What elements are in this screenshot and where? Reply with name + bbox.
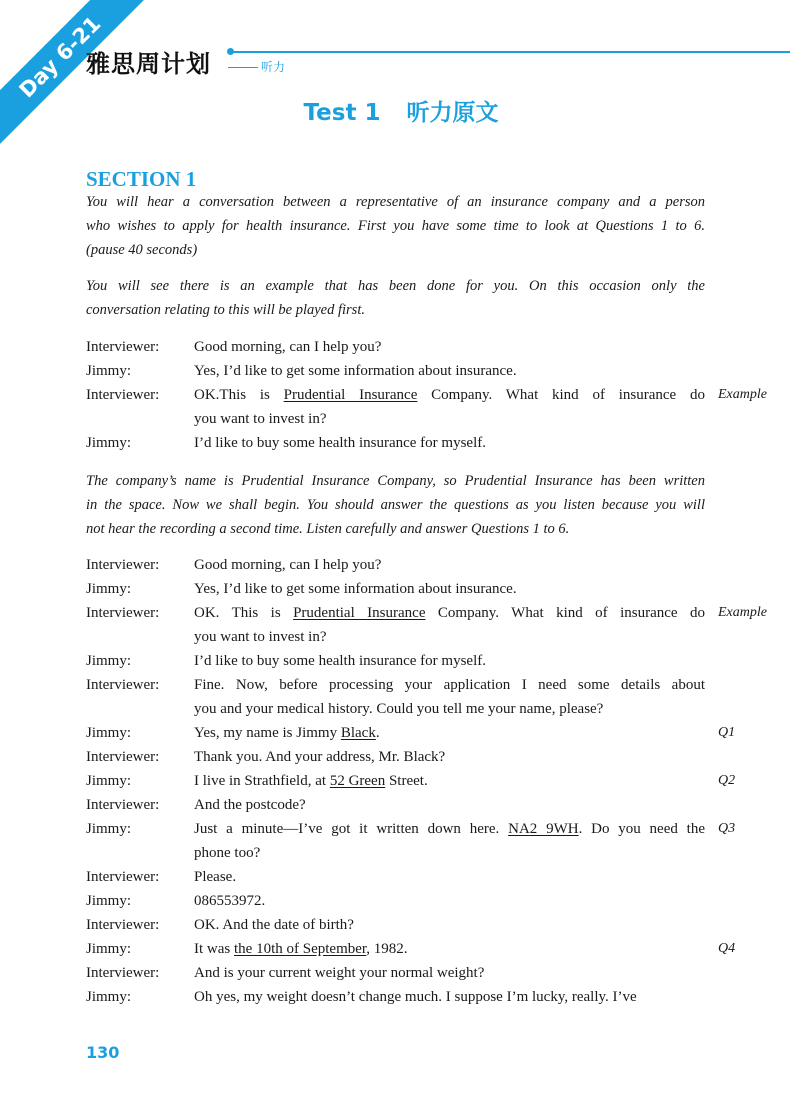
paragraph-line: You will hear a conversation between a representative of an insurance company and a person: [86, 194, 705, 210]
intro-paragraph: [86, 190, 705, 262]
utterance: [194, 359, 705, 383]
utterance: [194, 335, 705, 359]
dialog-row: [86, 649, 786, 673]
margin-note: Q4: [718, 941, 736, 956]
utterance-line: [194, 359, 705, 383]
utterance-line: [194, 335, 705, 359]
speaker-label: Jimmy:: [86, 725, 132, 741]
margin-note: Example: [718, 387, 767, 402]
utterance: [194, 431, 705, 455]
answer-underlined: Black: [340, 725, 376, 741]
text-segment: Thank you. And your address, Mr. Black?: [194, 749, 446, 765]
text-segment: .: [375, 725, 380, 741]
utterance: [194, 649, 705, 673]
utterance-line: [194, 407, 705, 431]
speaker-label: Jimmy:: [86, 941, 132, 957]
utterance: [194, 601, 705, 649]
dialog-example: [86, 335, 786, 455]
text-segment: It was: [194, 941, 234, 957]
answer-underlined: 52 Green: [329, 773, 386, 789]
utterance-line: [194, 601, 705, 625]
speaker-label: Jimmy:: [86, 989, 132, 1005]
utterance-line: [194, 985, 705, 1009]
page-number: 130: [86, 1043, 120, 1062]
book-title: 雅思周计划: [86, 50, 211, 78]
utterance-line: [194, 721, 705, 745]
speaker-label: Interviewer:: [86, 677, 160, 693]
text-segment: phone too?: [194, 845, 261, 861]
text-segment: Company. What kind of insurance do: [417, 387, 705, 403]
text-segment: 086553972.: [194, 893, 266, 909]
header-dot: [227, 48, 234, 55]
text-segment: you and your medical history. Could you tell me your name, please?: [194, 701, 604, 717]
text-segment: Yes, my name is Jimmy: [194, 725, 341, 741]
speaker-label: Interviewer:: [86, 557, 160, 573]
speaker-label: Interviewer:: [86, 605, 160, 621]
paragraph-line: who wishes to apply for health insurance. First you have some time to look at Questions 1 to 6.: [86, 218, 705, 234]
answer-underlined: the 10th of September: [234, 941, 367, 957]
dialog-row: [86, 961, 786, 985]
utterance-line: [194, 673, 705, 697]
paragraph-line: You will see there is an example that has been done for you. On this occasion only the: [86, 278, 705, 294]
utterance-line: [194, 913, 705, 937]
paragraph-line: conversation relating to this will be played first.: [86, 302, 365, 318]
text-segment: Good morning, can I help you?: [194, 339, 382, 355]
utterance: [194, 817, 705, 865]
dialog-row: [86, 865, 786, 889]
dialog-row: [86, 601, 786, 649]
speaker-label: Jimmy:: [86, 435, 132, 451]
text-segment: Please.: [194, 869, 237, 885]
speaker-label: Interviewer:: [86, 387, 160, 403]
text-segment: I’d like to buy some health insurance for myself.: [194, 653, 487, 669]
dialog-row: [86, 721, 786, 745]
instruction-paragraph: [86, 469, 705, 541]
utterance: [194, 383, 705, 431]
text-segment: Yes, I’d like to get some information about insurance.: [194, 363, 517, 379]
margin-note: Q3: [718, 821, 736, 836]
text-segment: Street.: [385, 773, 428, 789]
utterance: [194, 553, 705, 577]
paragraph-line: in the space. Now we shall begin. You should answer the questions as you listen because you will: [86, 497, 705, 513]
page-title: [0, 94, 790, 127]
section-heading: SECTION 1: [86, 167, 197, 191]
dialog-row: [86, 383, 786, 431]
speaker-label: Jimmy:: [86, 893, 132, 909]
utterance-line: [194, 841, 705, 865]
utterance: [194, 865, 705, 889]
utterance-line: [194, 745, 705, 769]
speaker-label: Interviewer:: [86, 749, 160, 765]
utterance: [194, 673, 705, 721]
header-rule: [230, 51, 790, 53]
utterance: [194, 793, 705, 817]
utterance-line: [194, 865, 705, 889]
paragraph-line: The company’s name is Prudential Insurance Company, so Prudential Insurance has been written: [86, 473, 705, 489]
speaker-label: Jimmy:: [86, 773, 132, 789]
text-segment: I’d like to buy some health insurance for myself.: [194, 435, 487, 451]
text-segment: Yes, I’d like to get some information about insurance.: [194, 581, 517, 597]
header-subtitle: [228, 58, 285, 75]
speaker-label: Jimmy:: [86, 821, 132, 837]
text-segment: OK.This is: [194, 387, 284, 403]
utterance: [194, 961, 705, 985]
text-segment: And the postcode?: [194, 797, 306, 813]
dialog-row: [86, 817, 786, 865]
utterance-line: [194, 793, 705, 817]
speaker-label: Jimmy:: [86, 581, 132, 597]
day-ribbon: Day 6-21: [0, 0, 165, 162]
utterance-line: [194, 383, 705, 407]
utterance-line: [194, 817, 705, 841]
utterance-line: [194, 697, 705, 721]
text-segment: I live in Strathfield, at: [194, 773, 330, 789]
paragraph-line: not hear the recording a second time. Listen carefully and answer Questions 1 to 6.: [86, 521, 570, 537]
text-segment: OK. And the date of birth?: [194, 917, 354, 933]
dialog-row: [86, 359, 786, 383]
dialog-row: [86, 431, 786, 455]
utterance: [194, 577, 705, 601]
paragraph-line: (pause 40 seconds): [86, 242, 198, 258]
text-segment: Oh yes, my weight doesn’t change much. I suppose I’m lucky, really. I’ve: [194, 989, 637, 1005]
dialog-row: [86, 553, 786, 577]
utterance-line: [194, 937, 705, 961]
utterance: [194, 721, 705, 745]
utterance-line: [194, 769, 705, 793]
speaker-label: Jimmy:: [86, 653, 132, 669]
intro-paragraph: [86, 274, 705, 322]
speaker-label: Interviewer:: [86, 797, 160, 813]
utterance: [194, 937, 705, 961]
utterance-line: [194, 553, 705, 577]
dialog-row: [86, 913, 786, 937]
utterance-line: [194, 625, 705, 649]
text-segment: you want to invest in?: [194, 629, 327, 645]
dialog-row: [86, 335, 786, 359]
margin-note: Example: [718, 605, 767, 620]
answer-underlined: Prudential Insurance: [293, 605, 426, 621]
speaker-label: Interviewer:: [86, 339, 160, 355]
margin-note: Q2: [718, 773, 736, 788]
utterance: [194, 769, 705, 793]
dialog-transcript: [86, 553, 786, 1009]
utterance: [194, 889, 705, 913]
test-label: Test 1: [303, 100, 381, 126]
margin-note: Q1: [718, 725, 736, 740]
dialog-row: [86, 769, 786, 793]
utterance: [194, 745, 705, 769]
text-segment: . Do you need the: [578, 821, 706, 837]
utterance-line: [194, 649, 705, 673]
text-segment: Fine. Now, before processing your application I need some details about: [194, 677, 705, 693]
dialog-row: [86, 793, 786, 817]
answer-underlined: Prudential Insurance: [283, 387, 418, 403]
utterance-line: [194, 889, 705, 913]
text-segment: Company. What kind of insurance do: [425, 605, 705, 621]
utterance: [194, 913, 705, 937]
speaker-label: Jimmy:: [86, 363, 132, 379]
speaker-label: Interviewer:: [86, 965, 160, 981]
speaker-label: Interviewer:: [86, 917, 160, 933]
dialog-row: [86, 577, 786, 601]
title-label: 听力原文: [406, 100, 499, 126]
dialog-row: [86, 673, 786, 721]
answer-underlined: NA2 9WH: [508, 821, 579, 837]
dialog-row: [86, 889, 786, 913]
text-segment: And is your current weight your normal weight?: [194, 965, 485, 981]
subtitle-text: 听力: [261, 60, 286, 74]
dialog-row: [86, 745, 786, 769]
text-segment: Good morning, can I help you?: [194, 557, 382, 573]
utterance-line: [194, 431, 705, 455]
dialog-row: [86, 937, 786, 961]
speaker-label: Interviewer:: [86, 869, 160, 885]
utterance-line: [194, 577, 705, 601]
utterance-line: [194, 961, 705, 985]
text-segment: OK. This is: [194, 605, 294, 621]
utterance: [194, 985, 705, 1009]
text-segment: you want to invest in?: [194, 411, 327, 427]
text-segment: , 1982.: [366, 941, 408, 957]
text-segment: Just a minute—I’ve got it written down here.: [194, 821, 509, 837]
dialog-row: [86, 985, 786, 1009]
